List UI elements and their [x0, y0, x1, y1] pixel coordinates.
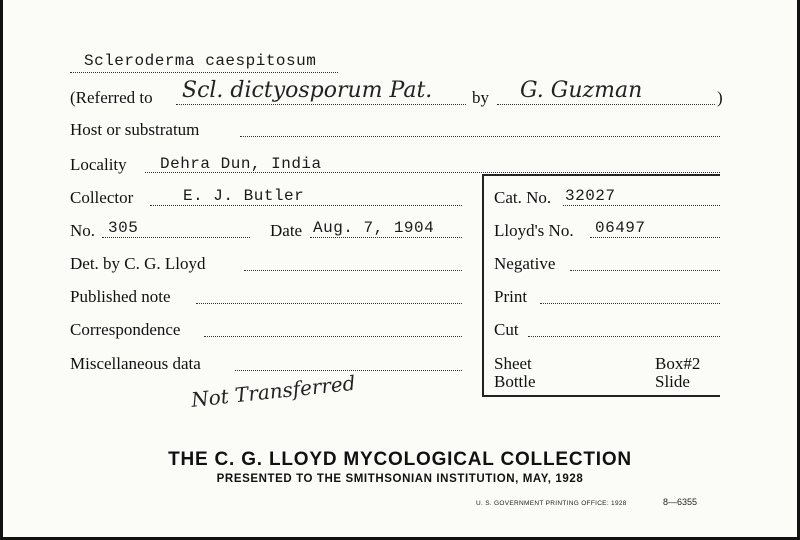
published-label: Published note [70, 287, 171, 306]
print-line [540, 303, 720, 304]
det-label: Det. by C. G. Lloyd [70, 254, 206, 273]
box-bottom [482, 395, 720, 397]
cat-value: 32027 [565, 187, 616, 205]
lloyd-label: Lloyd's No. [494, 221, 574, 240]
referred-name: Scl. dictyosporum Pat. [182, 78, 433, 103]
box-left [482, 174, 484, 396]
locality-value: Dehra Dun, India [160, 155, 322, 173]
cat-label: Cat. No. [494, 188, 552, 207]
cut-line [528, 336, 720, 337]
box-number-label: Box#2 [655, 354, 701, 373]
cat-line [563, 205, 720, 206]
sheet-label: Sheet [494, 354, 532, 373]
referred-label: (Referred to [70, 88, 153, 107]
published-line [196, 303, 462, 304]
collection-title: THE C. G. LLOYD MYCOLOGICAL COLLECTION [168, 449, 632, 470]
form-number: 8—6355 [663, 497, 698, 507]
slide-label: Slide [655, 372, 690, 391]
correspondence-line [204, 336, 462, 337]
collector-value: E. J. Butler [183, 187, 305, 205]
date-line [310, 237, 462, 238]
by-label: by [472, 88, 489, 107]
no-value: 305 [108, 219, 139, 237]
date-value: Aug. 7, 1904 [313, 219, 435, 237]
species-line [70, 72, 338, 73]
print-label: Print [494, 287, 528, 306]
referred-by: G. Guzman [520, 78, 643, 103]
locality-line [145, 172, 720, 173]
no-line [102, 237, 250, 238]
negative-line [570, 270, 720, 271]
misc-label: Miscellaneous data [70, 354, 201, 373]
referred-line [176, 104, 466, 105]
collection-subtitle: PRESENTED TO THE SMITHSONIAN INSTITUTION, MAY, 1928 [216, 473, 584, 485]
det-line [244, 270, 462, 271]
species-name: Scleroderma caespitosum [84, 52, 317, 70]
bottle-label: Bottle [494, 372, 536, 391]
handwritten-note: Not Transferred [190, 370, 357, 412]
collector-line [150, 205, 462, 206]
collector-label: Collector [70, 188, 134, 207]
correspondence-label: Correspondence [70, 320, 181, 339]
by-line [497, 104, 715, 105]
box-top [482, 174, 720, 176]
close-paren: ) [717, 88, 723, 107]
host-line [240, 136, 720, 137]
host-label: Host or substratum [70, 120, 200, 139]
locality-label: Locality [70, 155, 127, 174]
lloyd-line [590, 237, 720, 238]
printing-office: U. S. GOVERNMENT PRINTING OFFICE: 1928 [476, 500, 627, 507]
cut-label: Cut [494, 320, 519, 339]
negative-label: Negative [494, 254, 556, 273]
lloyd-value: 06497 [595, 219, 646, 237]
date-label: Date [270, 221, 303, 240]
no-label: No. [70, 221, 96, 240]
